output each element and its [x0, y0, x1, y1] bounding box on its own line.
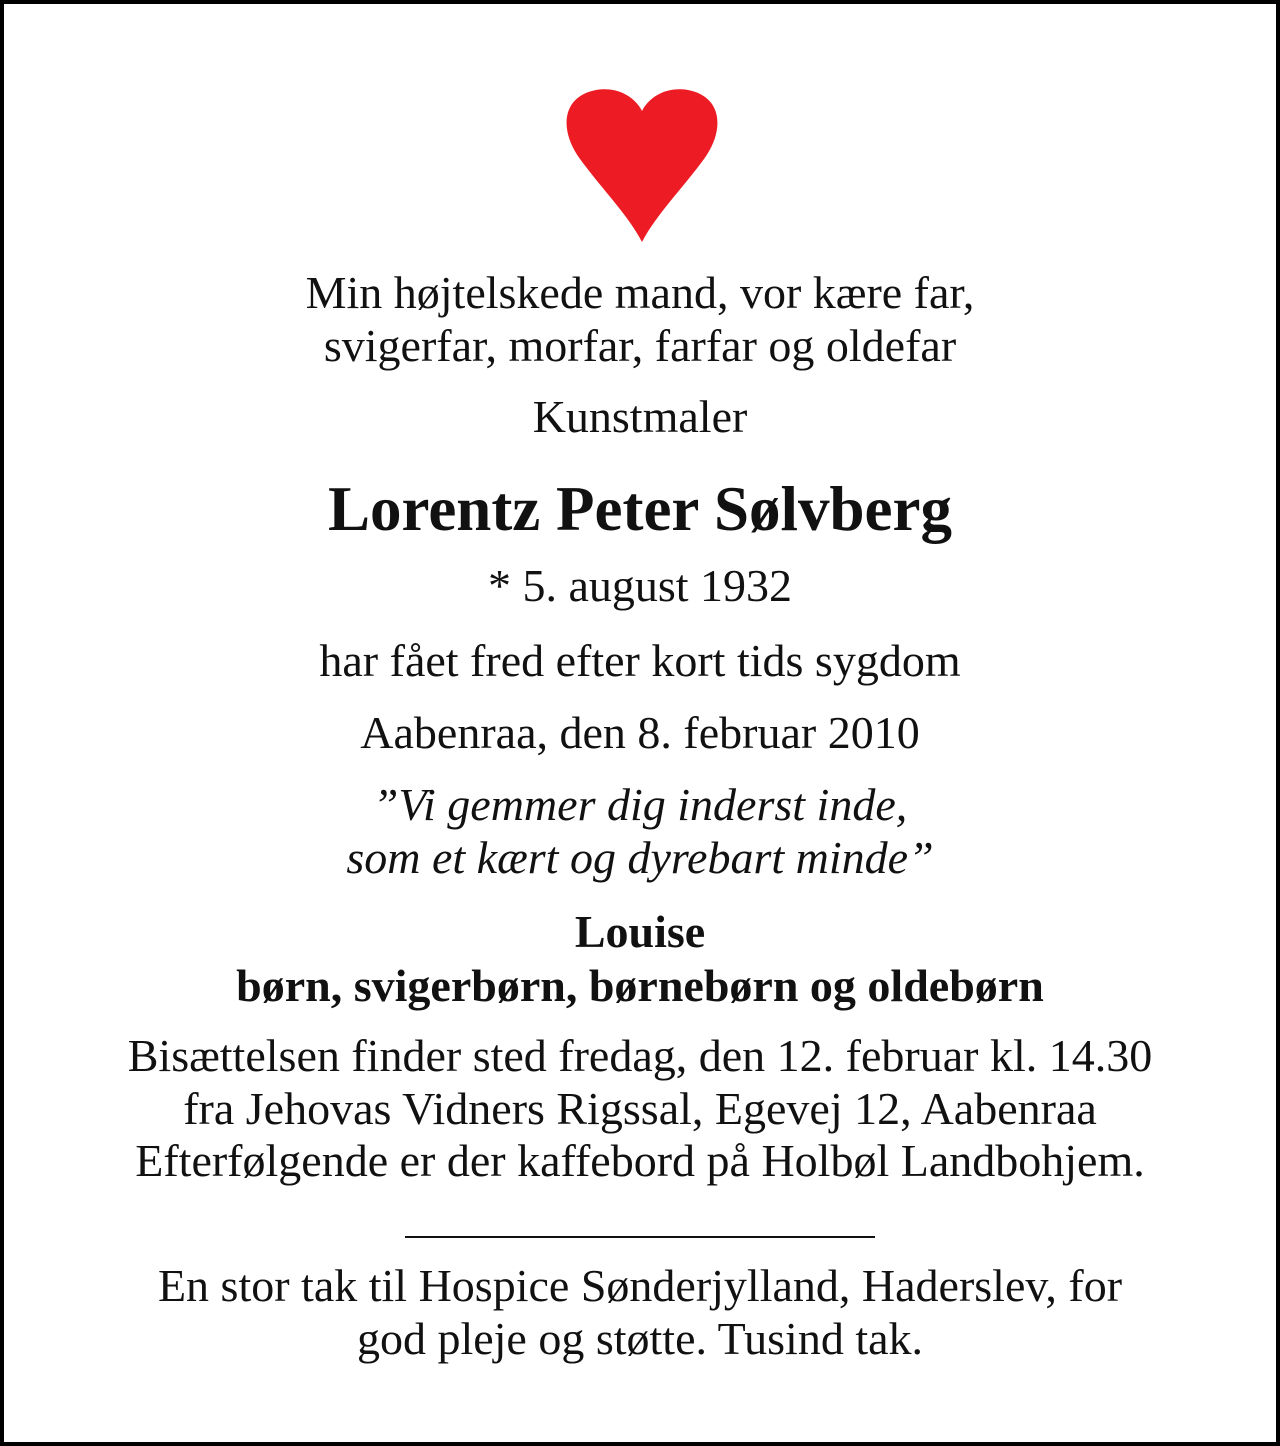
death-statement: har fået fred efter kort tids sygdom: [319, 635, 961, 686]
thanks-line-1: En stor tak til Hospice Sønderjylland, Haderslev, for: [157, 1260, 1123, 1311]
funeral-line-1: Bisættelsen finder sted fredag, den 12. februar kl. 14.30: [127, 1030, 1153, 1081]
funeral-line-2: fra Jehovas Vidners Rigssal, Egevej 12, Aabenraa: [183, 1083, 1097, 1134]
quote-line-1: ”Vi gemmer dig inderst inde,: [372, 779, 908, 830]
birth-date: * 5. august 1932: [487, 560, 793, 611]
deceased-name: Lorentz Peter Sølvberg: [327, 474, 952, 544]
divider: [405, 1236, 875, 1238]
quote-line-2: som et kært og dyrebart minde”: [346, 832, 934, 883]
deceased-title: Kunstmaler: [532, 391, 748, 442]
thanks-line-2: god pleje og støtte. Tusind tak.: [356, 1313, 924, 1364]
mourner-family: børn, svigerbørn, børnebørn og oldebørn: [236, 960, 1044, 1011]
mourner-spouse: Louise: [574, 906, 706, 957]
funeral-line-3: Efterfølgende er der kaffebord på Holbøl Landbohjem.: [135, 1135, 1145, 1186]
heart-icon: [558, 87, 726, 243]
place-date: Aabenraa, den 8. februar 2010: [360, 707, 920, 758]
intro-line-2: svigerfar, morfar, farfar og oldefar: [323, 320, 957, 371]
intro-line-1: Min højtelskede mand, vor kære far,: [305, 267, 975, 318]
